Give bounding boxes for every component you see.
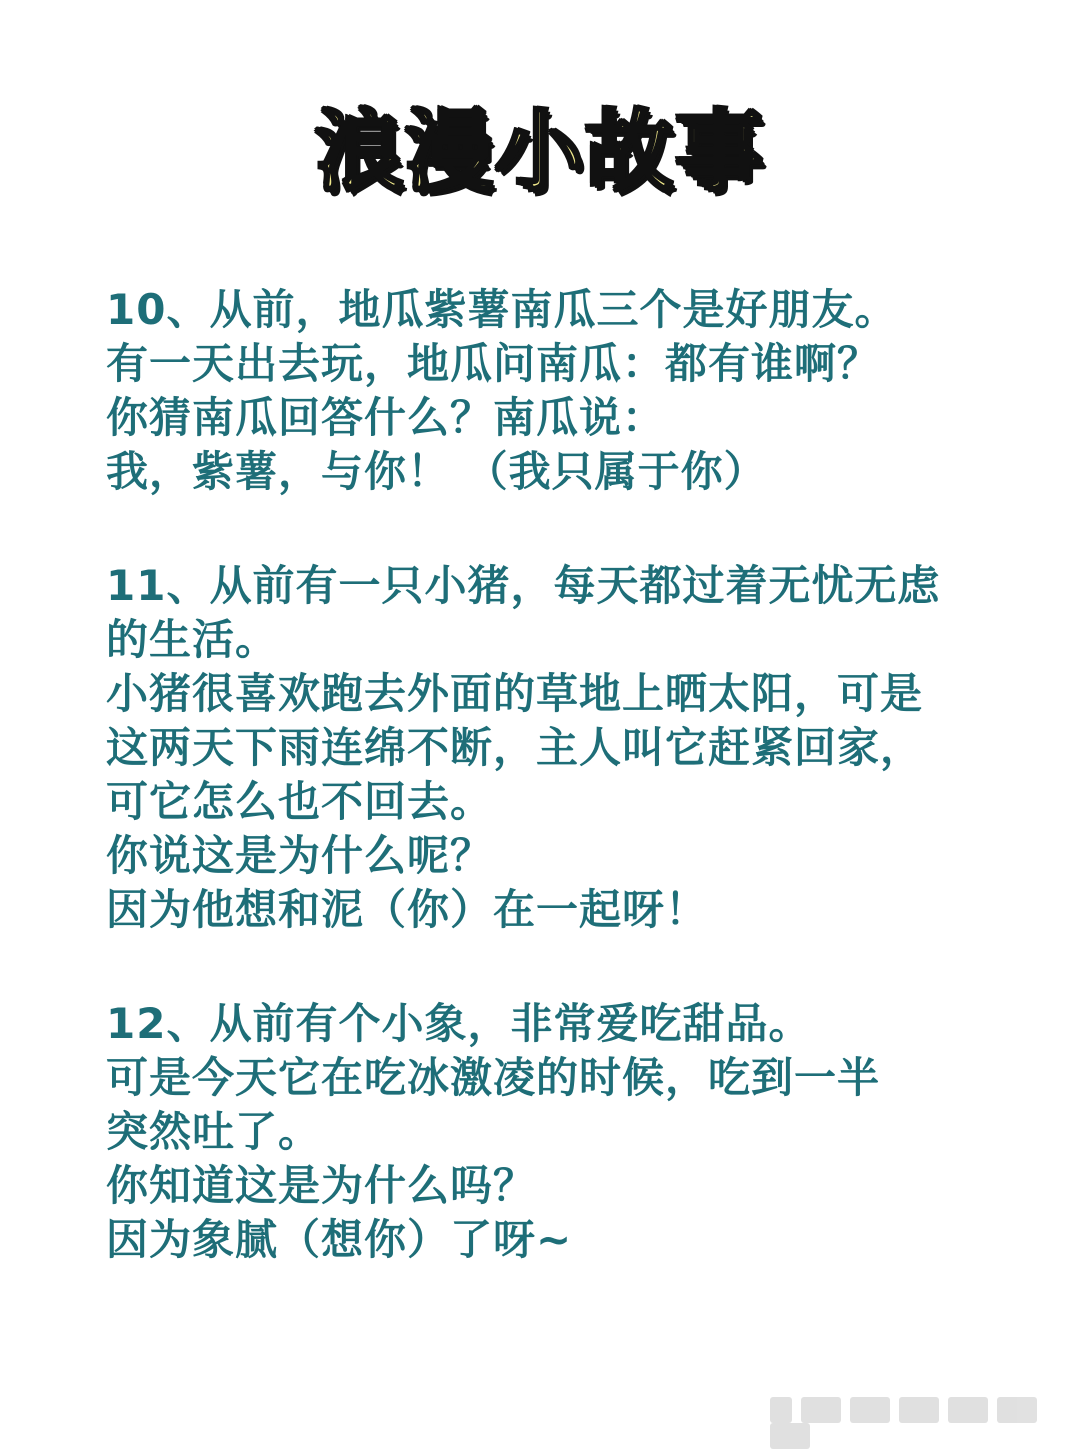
story-line: 你知道这是为什么吗？: [106, 1161, 537, 1210]
story-line: 可是今天它在吃冰激凌的时候，吃到一半: [106, 1053, 881, 1102]
story-line: 因为象腻（想你）了呀~: [106, 1215, 573, 1264]
story-12: [106, 997, 1006, 1267]
story-line: 我，紫薯，与你！ （我只属于你）: [106, 447, 767, 496]
story-line: 小猪很喜欢跑去外面的草地上晒太阳，可是: [106, 669, 924, 718]
watermark-mark: [948, 1397, 988, 1423]
title-container: [0, 92, 1080, 212]
story-line: 因为他想和泥（你）在一起呀！: [106, 885, 709, 934]
watermark-mark: [770, 1423, 810, 1449]
watermark-mark: [801, 1397, 841, 1423]
story-line: 有一天出去玩，地瓜问南瓜：都有谁啊？: [106, 339, 881, 388]
story-11: [106, 559, 1006, 937]
story-line: 可它怎么也不回去。: [106, 777, 494, 826]
page-title: 浪漫小故事: [314, 100, 765, 203]
watermark-mark: [770, 1397, 792, 1423]
story-line: 这两天下雨连绵不断，主人叫它赶紧回家，: [106, 723, 924, 772]
story-10: [106, 283, 1006, 499]
story-line: 的生活。: [106, 615, 279, 664]
watermark-mark: [899, 1397, 939, 1423]
story-list: [106, 283, 1006, 1327]
story-line: 12、从前有个小象，非常爱吃甜品。: [106, 999, 812, 1048]
watermark: [770, 1397, 1060, 1427]
watermark-mark: [997, 1397, 1037, 1423]
watermark-mark: [850, 1397, 890, 1423]
story-line: 11、从前有一只小猪，每天都过着无忧无虑: [106, 561, 941, 610]
story-line: 突然吐了。: [106, 1107, 322, 1156]
story-line: 10、从前，地瓜紫薯南瓜三个是好朋友。: [106, 285, 898, 334]
story-line: 你猜南瓜回答什么？南瓜说：: [106, 393, 666, 442]
story-line: 你说这是为什么呢？: [106, 831, 494, 880]
